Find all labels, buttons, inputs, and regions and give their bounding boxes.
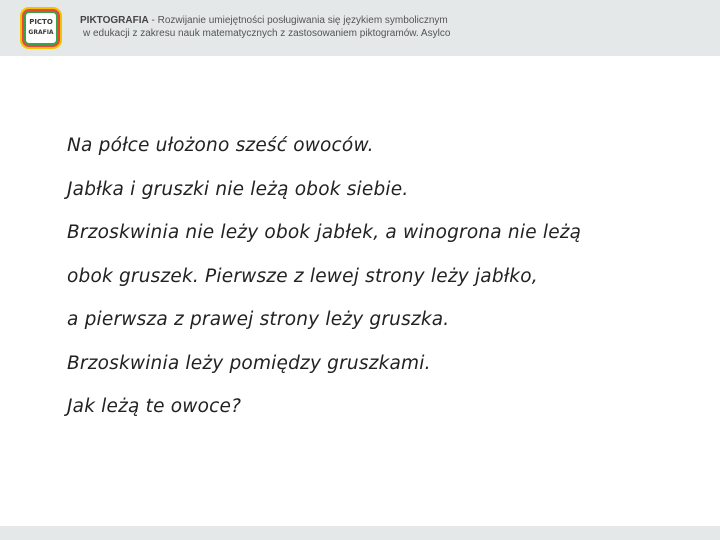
header-bar [0,0,720,56]
header-title [80,14,710,40]
header-subtitle: w edukacji z zakresu nauk matematycznych z zastosowaniem piktogramów. Asylco [83,28,451,39]
header-title-bold: PIKTOGRAFIA [80,15,149,26]
footer-bar [0,526,720,540]
task-question: Jak leżą te owoce? [67,396,242,417]
logo-text-line1: PICTO [29,18,53,26]
header-title-rest: - Rozwijanie umiejętności posługiwania się językiem symbolicznym [148,15,448,26]
task-line: Brzoskwinia leży pomiędzy gruszkami. [67,352,431,374]
task-line: Jabłka i gruszki nie leżą obok siebie. [67,178,409,200]
task-text [67,128,687,433]
task-line: Na półce ułożono sześć owoców. [67,135,374,156]
logo-text-line2: GRAFIA [28,29,54,36]
piktografia-logo [20,7,62,49]
task-line: Brzoskwinia nie leży obok jabłek, a winogrona nie leżą [67,222,582,243]
task-line: a pierwsza z prawej strony leży gruszka. [67,309,450,330]
task-line: obok gruszek. Pierwsze z lewej strony leży jabłko, [67,265,538,287]
